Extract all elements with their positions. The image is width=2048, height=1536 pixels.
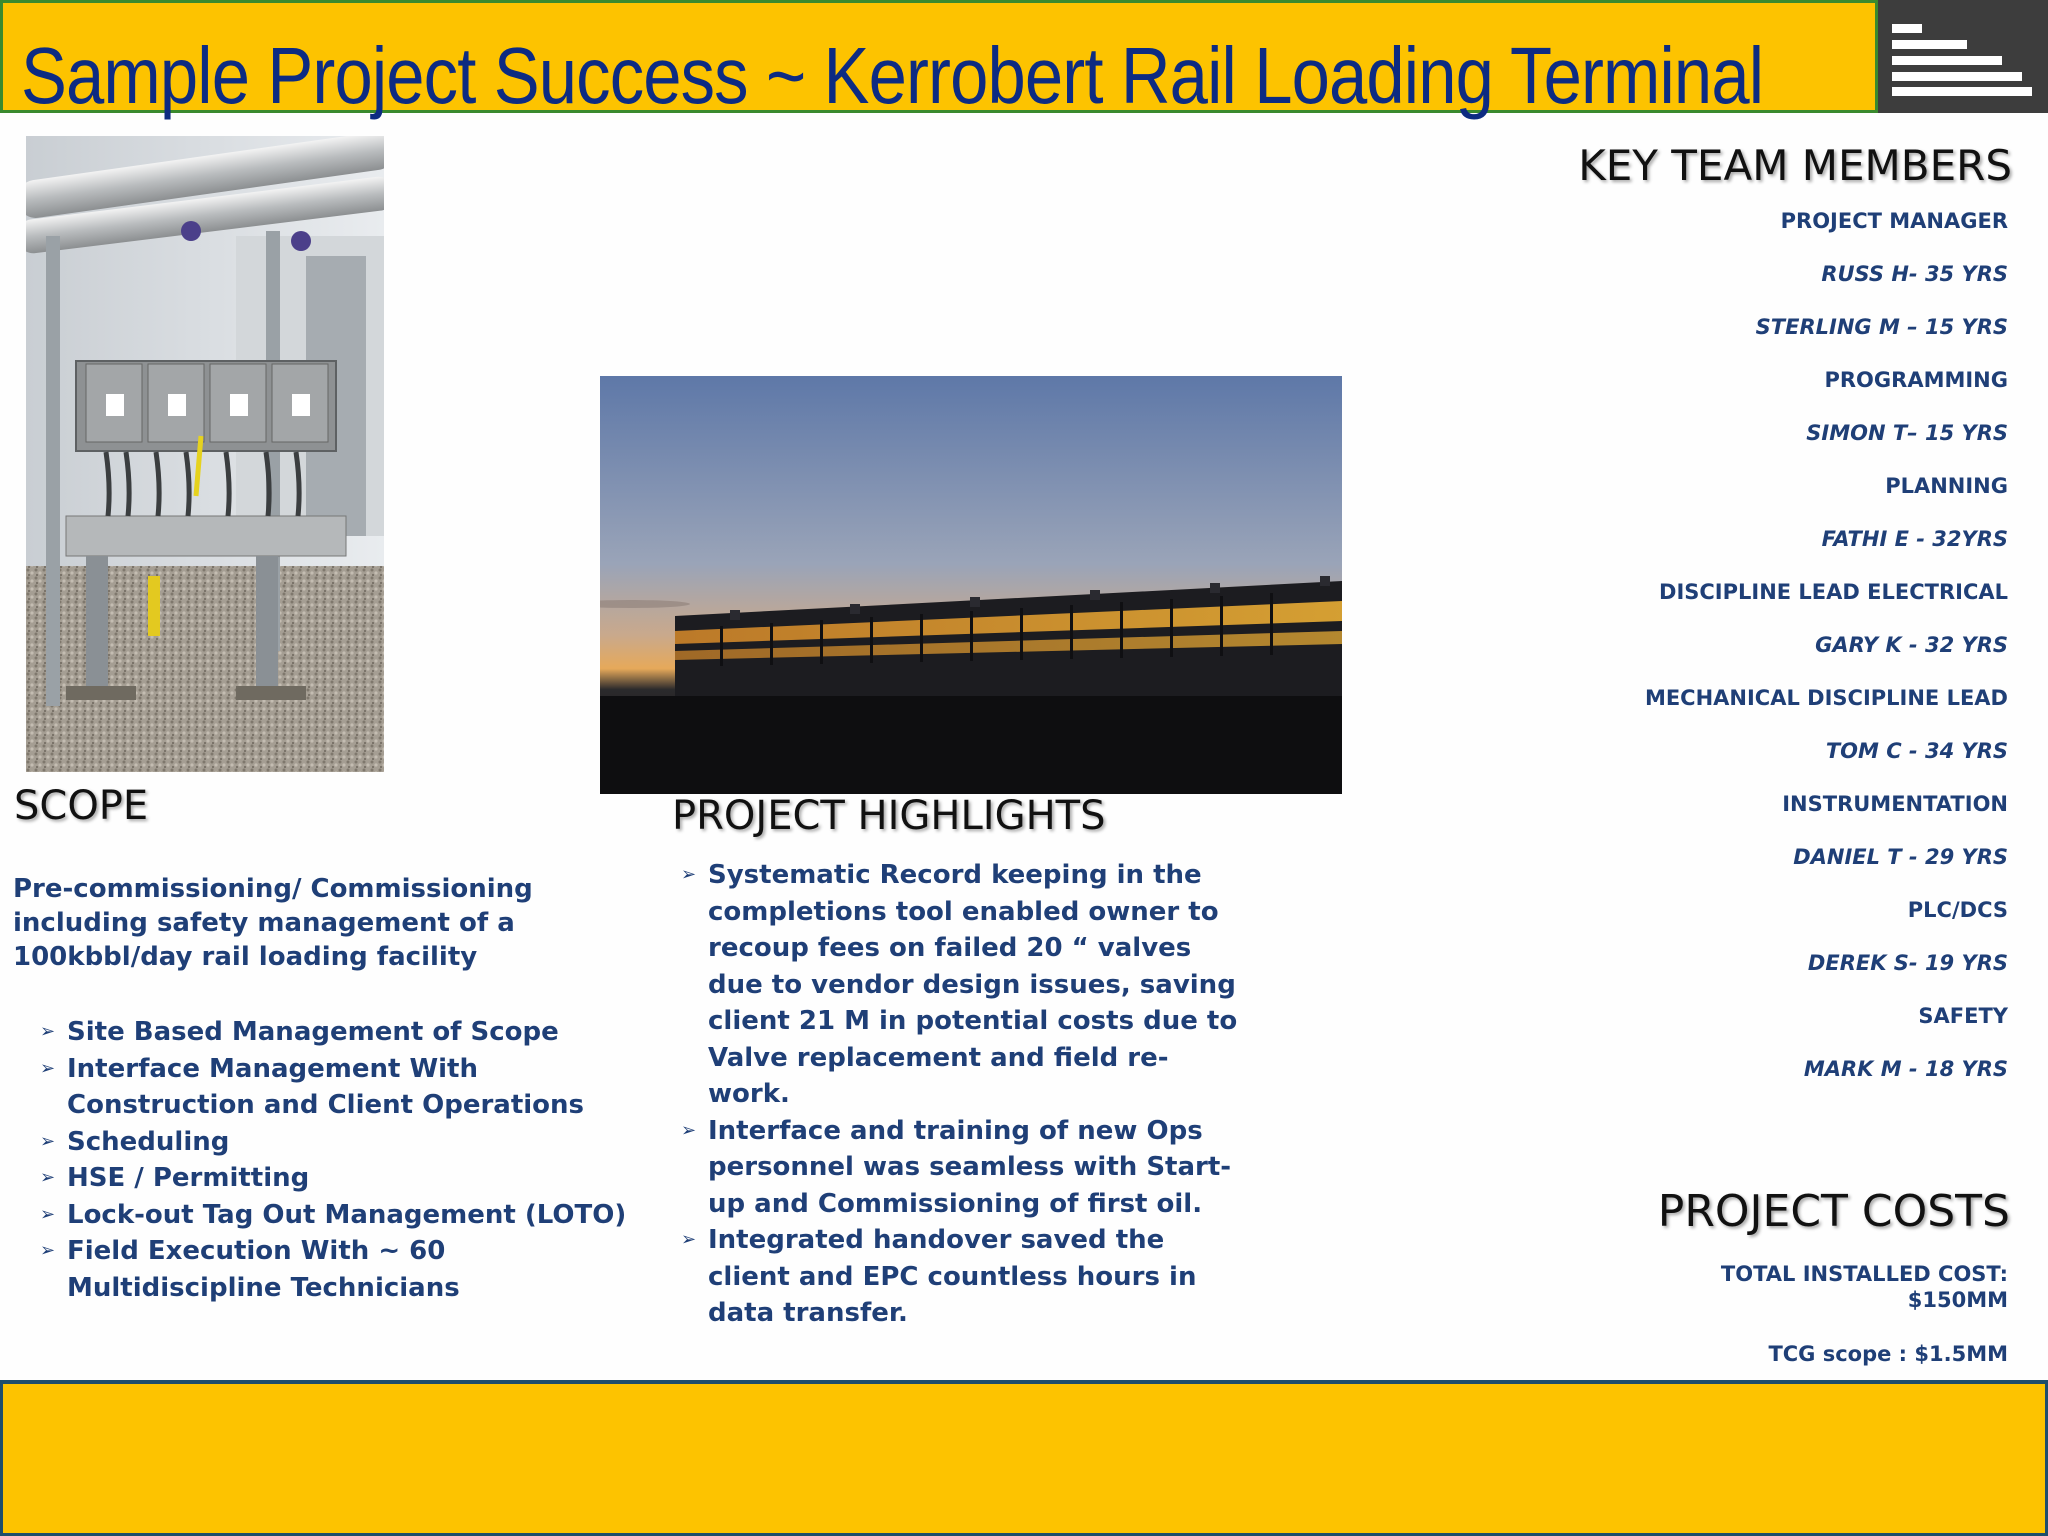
team-role: PLANNING xyxy=(1885,474,2008,498)
team-member: DEREK S- 19 YRS xyxy=(1807,951,2008,975)
list-item: ➢ Interface Management With Construction and Client Operations xyxy=(40,1051,640,1124)
highlights-list xyxy=(681,857,1241,1332)
list-item: ➢ HSE / Permitting xyxy=(40,1160,640,1197)
arrow-bullet-icon: ➢ xyxy=(40,1167,56,1188)
electrical-panel-photo xyxy=(26,136,384,772)
team-role: PROJECT MANAGER xyxy=(1780,209,2008,233)
total-cost-label: TOTAL INSTALLED COST: xyxy=(1720,1262,2008,1286)
arrow-bullet-icon: ➢ xyxy=(40,1057,56,1079)
list-item: ➢ Systematic Record keeping in the completions tool enabled owner to recoup fees on failed 20 “ valves due to vendor design issues, saving client 21 M in potential costs due to Valve replacement and field re-work. xyxy=(681,857,1241,1113)
footer-banner xyxy=(0,1380,2048,1536)
team-member: GARY K - 32 YRS xyxy=(1815,633,2008,657)
arrow-bullet-icon: ➢ xyxy=(40,1021,56,1042)
scope-list xyxy=(40,1014,640,1306)
list-item: ➢ Integrated handover saved the client and EPC countless hours in data transfer. xyxy=(681,1222,1241,1332)
list-item: ➢ Field Execution With ~ 60 Multidiscipline Technicians xyxy=(40,1233,640,1306)
list-item: ➢ Site Based Management of Scope xyxy=(40,1014,640,1051)
costs-heading: PROJECT COSTS xyxy=(1657,1186,2010,1237)
team-member: RUSS H- 35 YRS xyxy=(1821,262,2008,286)
tcg-scope-cost: TCG scope : $1.5MM xyxy=(1768,1342,2008,1366)
terminal-sunset-photo xyxy=(600,376,1342,794)
team-role: PLC/DCS xyxy=(1907,898,2008,922)
header-banner xyxy=(0,0,1878,120)
team-member: STERLING M – 15 YRS xyxy=(1755,315,2008,339)
scope-intro-line: including safety management of a xyxy=(13,908,515,938)
arrow-bullet-icon: ➢ xyxy=(40,1203,56,1225)
team-member: DANIEL T - 29 YRS xyxy=(1793,845,2008,869)
arrow-bullet-icon: ➢ xyxy=(681,1119,697,1141)
team-list xyxy=(1645,204,2008,1105)
page-title: Sample Project Success ~ Kerrobert Rail Loading Terminal xyxy=(21,31,1764,120)
arrow-bullet-icon: ➢ xyxy=(40,1240,56,1261)
team-member: MARK M - 18 YRS xyxy=(1803,1057,2008,1081)
scope-heading: SCOPE xyxy=(14,783,149,829)
team-role: SAFETY xyxy=(1918,1004,2008,1028)
company-logo xyxy=(1878,0,2048,113)
list-item: ➢ Interface and training of new Ops personnel was seamless with Start-up and Commissioning of first oil. xyxy=(681,1113,1241,1223)
costs-block xyxy=(1721,1261,2008,1367)
scope-intro xyxy=(13,872,573,974)
scope-intro-line: 100kbbl/day rail loading facility xyxy=(13,942,478,972)
list-item: ➢ Scheduling xyxy=(40,1124,640,1161)
team-heading: KEY TEAM MEMBERS xyxy=(1578,141,2012,190)
scope-intro-line: Pre-commissioning/ Commissioning xyxy=(13,874,533,904)
arrow-bullet-icon: ➢ xyxy=(681,1229,697,1250)
team-role: DISCIPLINE LEAD ELECTRICAL xyxy=(1659,580,2008,604)
team-role: INSTRUMENTATION xyxy=(1782,792,2008,816)
team-role: MECHANICAL DISCIPLINE LEAD xyxy=(1644,686,2008,710)
arrow-bullet-icon: ➢ xyxy=(681,864,697,885)
team-member: SIMON T– 15 YRS xyxy=(1806,421,2008,445)
total-cost-value: $150MM xyxy=(1907,1288,2008,1312)
list-item: ➢ Lock-out Tag Out Management (LOTO) xyxy=(40,1197,640,1234)
highlights-heading: PROJECT HIGHLIGHTS xyxy=(672,793,1106,839)
team-member: FATHI E - 32YRS xyxy=(1821,527,2008,551)
team-role: PROGRAMMING xyxy=(1824,368,2008,392)
team-member: TOM C - 34 YRS xyxy=(1825,739,2008,763)
arrow-bullet-icon: ➢ xyxy=(40,1130,56,1152)
